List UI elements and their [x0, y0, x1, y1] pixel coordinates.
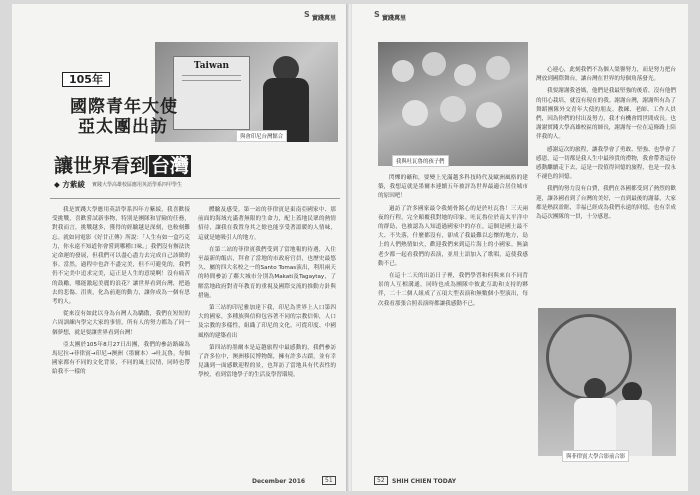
person-head	[622, 382, 642, 402]
left-col-2	[198, 206, 336, 468]
paragraph: 亞太團於105年8月27日出團，我們的參訪路線為馬尼拉→菲律賓→印尼→澳洲（墨爾本）→吐瓦魯，每個國家都有不同的文化背景，不同的風土民情，同時也帶給我不一樣的	[52, 341, 190, 376]
section-tag-logo: S	[374, 10, 380, 19]
page-footer-brand: SHIH CHIEN TODAY	[392, 478, 457, 485]
right-col-1	[378, 174, 528, 470]
person-head	[584, 378, 606, 400]
left-col-1	[52, 206, 190, 468]
divider	[50, 198, 340, 199]
paragraph: 感謝這次的旅程，讓我學會了勇敢、堅強、也學會了感恩，這一切都是我人生中最珍貴的禮物，我會帶著這份感動繼續走下去，這是一段值得回憶的旅程，也是一段永不褪色的回憶。	[536, 146, 676, 181]
paragraph: 我是實踐大學應用英語學系四年方紫綾，我喜歡接受挑戰，喜歡嘗試新事物，特別是團隊和冒險的任務，對我而言，挑戰越多，獲得的經驗越是深刻，也較刻難忘。就如同電影《好甘正傳》所說：「人生有如一盒巧克力，你永遠不知道你會嘗到哪種口味。」我們沒有辦法決定命運的發展，但我們可以盡心盡力去完成自己該做的事。當然，過程中也許不盡完美，但不可避免的，我們仍不完美中追求完美，這正是人生的意境啊！沒有痛苦的鼓勵，哪能激起美麗的浪花？讓世界看到台灣，把過去的悲傷、沮喪，化為前進的動力，讓你成為一個有思考的人。	[52, 207, 190, 306]
author: ◆ 方紫綾	[54, 180, 85, 189]
paragraph: 體驗及感受。第一站的菲律賓是東南亞國家中、那前面的海域充滿著無限的生命力，配上蓋地民眾的熱情招待，讓我在我置身其之餘也能享受著溫暖的人情味，這就是她吸引人的地方。	[198, 207, 336, 241]
person-body	[616, 400, 652, 456]
paragraph: 我們的努力沒有白費，我們在各國都受到了熱烈的歡迎，讓各國看到了台灣的美好，一直到最後的謝幕，大家都是熱淚盈眶，幸福已經成為我們永遠的回憶，也有幸成為這次團隊的一員，十分感恩。	[536, 186, 676, 221]
person-body	[574, 398, 616, 456]
right-page	[352, 4, 688, 491]
main-headline-highlight: 台灣	[151, 155, 190, 177]
paragraph: 第三站的印尼雅加達下我，印尼為世界上人口第四大的國家，多種族與信仰包容著不同的宗教信仰，人口及宗教的多樣性，組織了印尼的文化，可從印度、中國風格的建築看出	[198, 305, 336, 339]
banner-line	[182, 80, 241, 81]
section-tag-logo: S	[304, 10, 310, 19]
headline-line2: 亞太團出訪	[78, 117, 168, 137]
photo1-caption: 我與吐瓦魯的孩子們	[392, 155, 449, 167]
child-face	[402, 100, 428, 126]
paragraph: 閃爍的礦和，要變上光滿越多科技時代及歐洲風格的建築，我想這就是墨爾本連續五年被評為世界最適合居住城市的原因吧！	[378, 175, 528, 200]
section-tag: 實踐萬里	[382, 15, 407, 22]
child-face	[486, 56, 510, 80]
left-page	[12, 4, 348, 491]
child-face	[440, 96, 466, 122]
main-headline	[54, 151, 191, 178]
banner-title: Taiwan	[193, 61, 230, 71]
paragraph: 在第二站的菲律賓我們受到了當地報的待遇，入住至最新的飯店，拜會了當地的市政府官員，也歷史最悠久、屬的四大名校之一的Santo Tomas演出，利用兩天的時間參訪了鄰大城市分別為Makati及Tagaytay，了解當地政府對青年教育的重視及國際交流的推動方針與措施。	[198, 246, 336, 299]
headline-line1: 國際青年大使	[70, 97, 178, 117]
child-face	[454, 64, 476, 86]
right-col-2	[536, 66, 676, 304]
photo2-caption: 與菲律賓大學合影前合影	[562, 450, 629, 462]
paragraph: 在這十二天的出訪日子裡，我們學習和何與來自不同背景的人互相溝通，同時也成為團隊中彼此互助和支持的夥伴，二十二個人組成了五項大型表演和無數個小型演出，每次我看那張合照表演時都讓我感動不已。	[378, 273, 528, 307]
child-face	[422, 52, 446, 76]
page-footer-date: December 2016	[252, 478, 306, 485]
paragraph: 過訪了許多國家最令我刻骨銘心的是於吐瓦魯！三天兩夜的行程，完全顛覆我對她的印象。吐瓦魯位於南太平洋中的群島，也被認為人知道過國家中的存在，這個是國土最不大、不失落，什麼都沒有，卻成了我最難以忘懷的地方，島上的人們熱情如火，歡迎我們來到這片海上的小國家。無論老少都一起看我們的表演，並用土語加入了歌唱，這使我感動不已。	[378, 205, 528, 267]
photo-caption: 與會印尼台灣館合	[236, 130, 287, 142]
event-photo	[155, 42, 338, 142]
child-face	[392, 60, 414, 82]
year-badge: 105年	[62, 72, 110, 87]
paragraph: 第四站的墨爾本是這趟旅程中最感動的，我們參訪了許多位中，澳洲移民博物館，擁有許多古蹟，並有幸見識到一面感歡迎程的景，也拜訪了當地具有代表性的學校，看到當地學子的生活及學習環境。	[198, 344, 336, 379]
page-number: 52	[374, 476, 388, 485]
paragraph: 我要謝謝我爸媽，他們是我最堅強的後盾，沒有他們的用心栽培，就沒有現在的我。謝謝台灣，謝謝所有為了舞蹈團隊外交青年大使的朋友、教練、老師、工作人員們，因為你們的付出及努力，我才有機會問世間成長。也謝謝實踐大學高雄校區的師長，謝謝每一位在這條路上陪伴我的人。	[536, 88, 676, 141]
banner	[173, 56, 250, 130]
paragraph: 從來沒有如此以身為台灣人為驕傲，我們在短短的六周訓練內學完大家的事情，所有人的努力都為了同一個夢想，就是要讓世界看到台灣！	[52, 311, 190, 336]
page-number: 51	[322, 476, 336, 485]
campus-photo	[538, 308, 676, 456]
section-tag: 實踐萬里	[312, 15, 337, 22]
banner-line	[182, 75, 241, 76]
group-photo	[378, 42, 528, 166]
paragraph: 心連心，此刻我們不為個人榮譽努力，而是努力把台灣放到國際舞台，讓台灣在世界的每個角落發光。	[536, 67, 676, 83]
main-headline-prefix: 讓世界看到	[54, 155, 150, 177]
child-face	[476, 102, 502, 128]
author-affiliation: 實踐大學高雄校區應用英語學系四甲學生	[92, 182, 183, 188]
